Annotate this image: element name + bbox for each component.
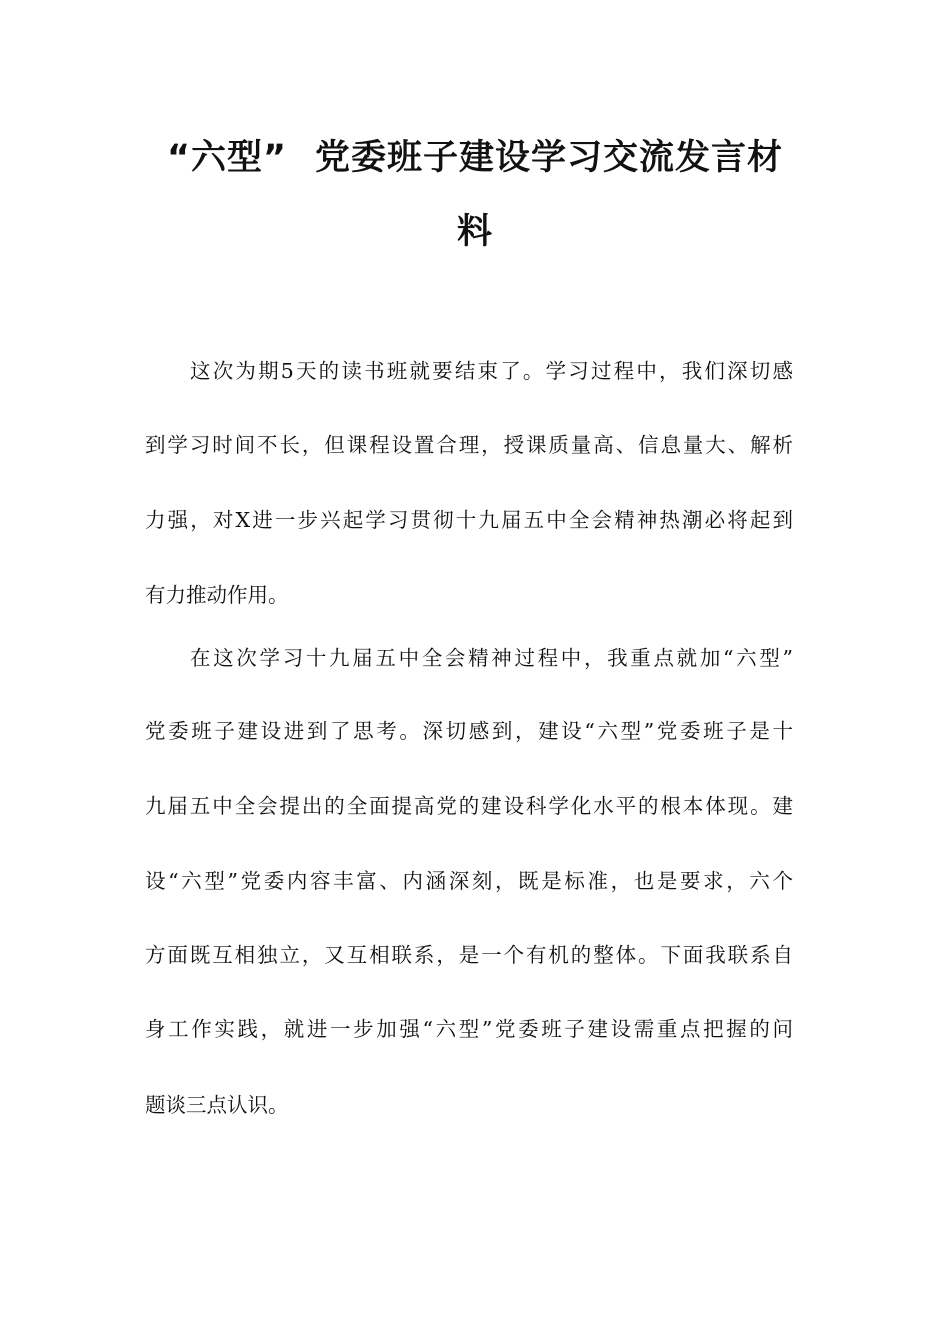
paragraph-2-line-3: 九届五中全会提出的全面提高党的建设科学化水平的根本体现。建 [145, 794, 793, 818]
paragraph-1-line-4: 有力推动作用。 [145, 583, 289, 607]
title-part-main: 党委班子建设学习交流发言材 [315, 138, 784, 178]
paragraph-2-line-5: 方面既互相独立，又互相联系，是一个有机的整体。下面我联系自 [145, 943, 793, 967]
paragraph-2-line-6: 身工作实践，就进一步加强“六型”党委班子建设需重点把握的问 [145, 1017, 793, 1041]
paragraph-2-line-1: 在这次学习十九届五中全会精神过程中，我重点就加“六型” [190, 646, 793, 670]
document-title-continued: 料 [456, 212, 493, 252]
paragraph-2-line-4: 设“六型”党委内容丰富、内涵深刻，既是标准，也是要求，六个 [145, 869, 793, 893]
paragraph-1-line-2: 到学习时间不长，但课程设置合理，授课质量高、信息量大、解析 [145, 433, 793, 457]
paragraph-1-line-3: 力强，对X进一步兴起学习贯彻十九届五中全会精神热潮必将起到 [145, 508, 793, 532]
paragraph-1-line-1: 这次为期5天的读书班就要结束了。学习过程中，我们深切感 [190, 359, 793, 383]
paragraph-2-line-7: 题谈三点认识。 [145, 1093, 289, 1117]
title-part-quoted: “六型” [166, 138, 287, 178]
paragraph-2-line-2: 党委班子建设进到了思考。深切感到，建设“六型”党委班子是十 [145, 719, 793, 743]
document-title [0, 130, 950, 180]
